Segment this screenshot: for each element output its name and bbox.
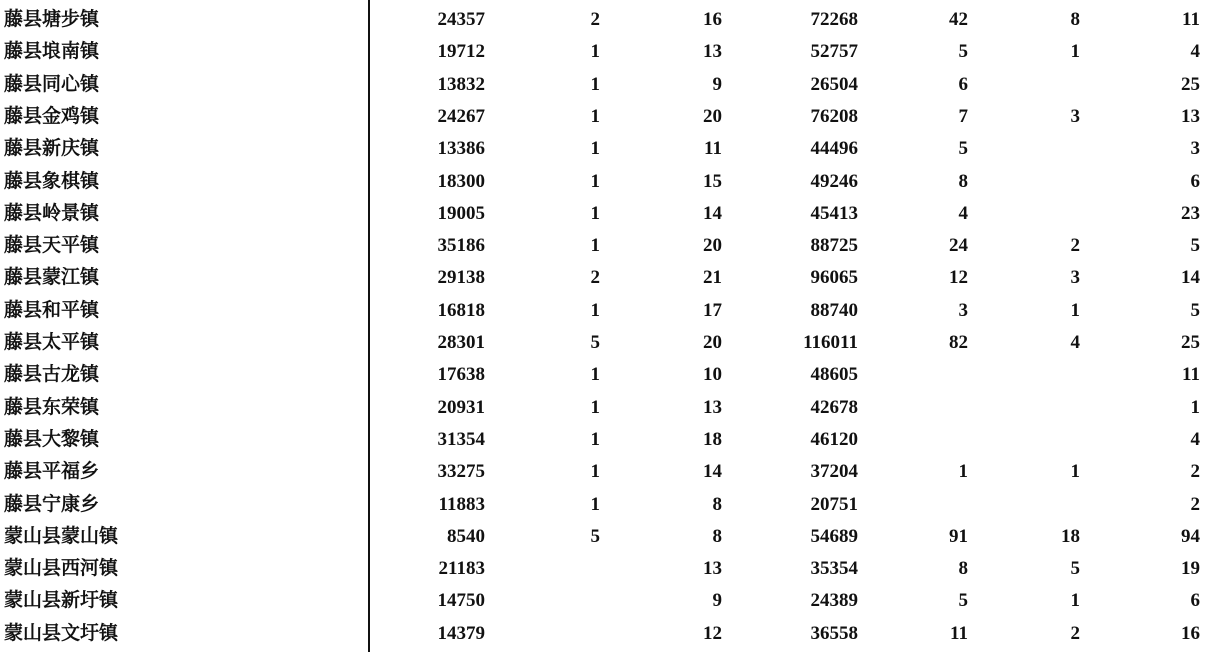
- town-name-cell: 藤县大黎镇: [4, 428, 100, 450]
- town-name-cell: 藤县埌南镇: [4, 41, 100, 63]
- town-name-cell: 藤县东荣镇: [4, 396, 100, 418]
- town-name-cell: 蒙山县文圩镇: [4, 622, 119, 644]
- value-cell-col-6: 1: [1070, 461, 1080, 483]
- town-name-cell: 藤县太平镇: [4, 332, 100, 353]
- value-cell-col-3: 20: [703, 332, 722, 353]
- table-row: [0, 197, 1210, 230]
- table-row: [0, 391, 1210, 424]
- value-cell-col-3: 21: [703, 267, 722, 289]
- table-row: [0, 35, 1210, 68]
- town-name-cell: 藤县塘步镇: [4, 9, 100, 30]
- town-name-cell: 藤县象棋镇: [4, 170, 100, 192]
- town-name-cell: 藤县蒙江镇: [4, 267, 100, 289]
- value-cell-col-6: 18: [1061, 525, 1080, 547]
- value-cell-col-4: 76208: [810, 105, 858, 127]
- value-cell-col-1: 24357: [437, 9, 485, 30]
- value-cell-col-2: 1: [590, 138, 600, 160]
- value-cell-col-3: 8: [712, 493, 722, 515]
- value-cell-col-4: 88725: [810, 235, 858, 257]
- value-cell-col-7: 94: [1181, 525, 1200, 547]
- value-cell-col-1: 8540: [447, 525, 485, 547]
- value-cell-col-5: 82: [949, 332, 968, 353]
- value-cell-col-1: 13386: [437, 138, 485, 160]
- value-cell-col-4: 48605: [810, 364, 858, 386]
- value-cell-col-7: 23: [1181, 202, 1200, 224]
- value-cell-col-5: 6: [958, 73, 968, 95]
- town-name-cell: 藤县平福乡: [4, 461, 100, 483]
- value-cell-col-2: 2: [590, 267, 600, 289]
- value-cell-col-7: 3: [1190, 138, 1200, 160]
- value-cell-col-6: 5: [1070, 558, 1080, 580]
- value-cell-col-5: 42: [949, 9, 968, 30]
- value-cell-col-4: 45413: [810, 202, 858, 224]
- value-cell-col-7: 2: [1190, 493, 1200, 515]
- value-cell-col-4: 36558: [810, 622, 858, 644]
- value-cell-col-6: [1030, 488, 1080, 521]
- value-cell-col-4: 54689: [810, 525, 858, 547]
- value-cell-col-6: [1030, 358, 1080, 391]
- value-cell-col-6: [1030, 391, 1080, 424]
- town-name-cell: 蒙山县新圩镇: [4, 590, 119, 612]
- value-cell-col-5: [920, 423, 968, 456]
- value-cell-col-2: 1: [590, 73, 600, 95]
- value-cell-col-7: 1: [1190, 396, 1200, 418]
- value-cell-col-4: 72268: [810, 9, 858, 30]
- value-cell-col-3: 9: [712, 590, 722, 612]
- table-row: [0, 520, 1210, 553]
- value-cell-col-3: 9: [712, 73, 722, 95]
- value-cell-col-2: 1: [590, 364, 600, 386]
- value-cell-col-3: 8: [712, 525, 722, 547]
- value-cell-col-7: 6: [1190, 170, 1200, 192]
- value-cell-col-5: 4: [958, 202, 968, 224]
- value-cell-col-7: 16: [1181, 622, 1200, 644]
- value-cell-col-3: 13: [703, 558, 722, 580]
- table-row: [0, 132, 1210, 165]
- town-name-cell: 蒙山县西河镇: [4, 558, 119, 580]
- value-cell-col-7: 11: [1182, 9, 1200, 30]
- value-cell-col-4: 44496: [810, 138, 858, 160]
- table-row: [0, 3, 1210, 36]
- town-name-cell: 藤县金鸡镇: [4, 105, 100, 127]
- value-cell-col-2: 1: [590, 299, 600, 321]
- value-cell-col-2: [550, 617, 600, 650]
- table-row: [0, 261, 1210, 294]
- value-cell-col-4: 52757: [810, 41, 858, 63]
- town-name-cell: 藤县和平镇: [4, 299, 100, 321]
- value-cell-col-4: 37204: [810, 461, 858, 483]
- value-cell-col-5: 5: [958, 138, 968, 160]
- value-cell-col-3: 17: [703, 299, 722, 321]
- table-row: [0, 552, 1210, 585]
- value-cell-col-1: 20931: [437, 396, 485, 418]
- value-cell-col-1: 19005: [437, 202, 485, 224]
- table-row: [0, 617, 1210, 650]
- value-cell-col-2: 1: [590, 461, 600, 483]
- value-cell-col-7: 5: [1190, 235, 1200, 257]
- value-cell-col-1: 14379: [437, 622, 485, 644]
- town-name-cell: 藤县天平镇: [4, 235, 100, 257]
- value-cell-col-1: 29138: [437, 267, 485, 289]
- value-cell-col-3: 15: [703, 170, 722, 192]
- value-cell-col-4: 96065: [810, 267, 858, 289]
- value-cell-col-3: 13: [703, 396, 722, 418]
- value-cell-col-2: 1: [590, 41, 600, 63]
- value-cell-col-6: 1: [1070, 41, 1080, 63]
- table-row: [0, 488, 1210, 521]
- value-cell-col-3: 11: [704, 138, 722, 160]
- value-cell-col-2: 1: [590, 235, 600, 257]
- value-cell-col-2: 1: [590, 202, 600, 224]
- value-cell-col-4: 88740: [810, 299, 858, 321]
- table-row: [0, 358, 1210, 391]
- value-cell-col-6: 3: [1070, 267, 1080, 289]
- value-cell-col-4: 46120: [810, 428, 858, 450]
- value-cell-col-6: 1: [1070, 590, 1080, 612]
- value-cell-col-5: [920, 358, 968, 391]
- value-cell-col-6: 1: [1070, 299, 1080, 321]
- table-row: [0, 584, 1210, 617]
- value-cell-col-2: 5: [590, 525, 600, 547]
- town-name-cell: 蒙山县蒙山镇: [4, 525, 119, 547]
- value-cell-col-6: [1030, 165, 1080, 198]
- value-cell-col-7: 13: [1181, 105, 1200, 127]
- value-cell-col-1: 33275: [437, 461, 485, 483]
- value-cell-col-2: [550, 552, 600, 585]
- value-cell-col-3: 14: [703, 461, 722, 483]
- value-cell-col-3: 20: [703, 105, 722, 127]
- value-cell-col-1: 18300: [437, 170, 485, 192]
- value-cell-col-7: 25: [1181, 73, 1200, 95]
- value-cell-col-5: 8: [958, 558, 968, 580]
- value-cell-col-2: 1: [590, 170, 600, 192]
- value-cell-col-5: 7: [958, 105, 968, 127]
- value-cell-col-3: 20: [703, 235, 722, 257]
- table-row: [0, 423, 1210, 456]
- value-cell-col-1: 35186: [437, 235, 485, 257]
- table-row: [0, 229, 1210, 262]
- value-cell-col-3: 14: [703, 202, 722, 224]
- value-cell-col-5: 11: [950, 622, 968, 644]
- value-cell-col-5: 5: [958, 41, 968, 63]
- value-cell-col-7: 2: [1190, 461, 1200, 483]
- value-cell-col-6: 8: [1070, 9, 1080, 30]
- value-cell-col-5: 12: [949, 267, 968, 289]
- value-cell-col-7: 11: [1182, 364, 1200, 386]
- value-cell-col-5: [920, 391, 968, 424]
- town-name-cell: 藤县新庆镇: [4, 138, 100, 160]
- value-cell-col-5: [920, 488, 968, 521]
- value-cell-col-6: [1030, 132, 1080, 165]
- value-cell-col-7: 6: [1190, 590, 1200, 612]
- value-cell-col-2: 1: [590, 493, 600, 515]
- value-cell-col-7: 4: [1190, 428, 1200, 450]
- table-row: [0, 455, 1210, 488]
- value-cell-col-5: 1: [958, 461, 968, 483]
- value-cell-col-7: 19: [1181, 558, 1200, 580]
- table-row: [0, 294, 1210, 327]
- value-cell-col-5: 5: [958, 590, 968, 612]
- value-cell-col-4: 116011: [803, 332, 858, 353]
- value-cell-col-7: 4: [1190, 41, 1200, 63]
- value-cell-col-6: 2: [1070, 622, 1080, 644]
- table-row: [0, 326, 1210, 359]
- town-name-cell: 藤县同心镇: [4, 73, 100, 95]
- table-row: [0, 68, 1210, 101]
- table-row: [0, 165, 1210, 198]
- value-cell-col-1: 24267: [437, 105, 485, 127]
- value-cell-col-5: 3: [958, 299, 968, 321]
- value-cell-col-6: [1030, 68, 1080, 101]
- value-cell-col-3: 13: [703, 41, 722, 63]
- value-cell-col-7: 25: [1181, 332, 1200, 353]
- value-cell-col-7: 14: [1181, 267, 1200, 289]
- table-row: [0, 100, 1210, 133]
- value-cell-col-3: 12: [703, 622, 722, 644]
- value-cell-col-2: 2: [590, 9, 600, 30]
- value-cell-col-1: 16818: [437, 299, 485, 321]
- value-cell-col-4: 49246: [810, 170, 858, 192]
- value-cell-col-2: 1: [590, 428, 600, 450]
- value-cell-col-3: 16: [703, 9, 722, 30]
- value-cell-col-6: 3: [1070, 105, 1080, 127]
- town-name-cell: 藤县岭景镇: [4, 202, 100, 224]
- value-cell-col-5: 91: [949, 525, 968, 547]
- value-cell-col-6: [1030, 197, 1080, 230]
- value-cell-col-1: 14750: [437, 590, 485, 612]
- value-cell-col-6: [1030, 423, 1080, 456]
- value-cell-col-7: 5: [1190, 299, 1200, 321]
- value-cell-col-1: 28301: [437, 332, 485, 353]
- value-cell-col-5: 24: [949, 235, 968, 257]
- town-name-cell: 藤县宁康乡: [4, 493, 100, 515]
- value-cell-col-4: 35354: [810, 558, 858, 580]
- value-cell-col-2: [550, 584, 600, 617]
- value-cell-col-5: 8: [958, 170, 968, 192]
- value-cell-col-4: 42678: [810, 396, 858, 418]
- value-cell-col-6: 2: [1070, 235, 1080, 257]
- value-cell-col-2: 1: [590, 105, 600, 127]
- value-cell-col-1: 31354: [437, 428, 485, 450]
- value-cell-col-1: 19712: [437, 41, 485, 63]
- value-cell-col-1: 11883: [438, 493, 485, 515]
- town-name-cell: 藤县古龙镇: [4, 364, 100, 386]
- value-cell-col-3: 10: [703, 364, 722, 386]
- value-cell-col-3: 18: [703, 428, 722, 450]
- value-cell-col-4: 24389: [810, 590, 858, 612]
- value-cell-col-1: 13832: [437, 73, 485, 95]
- value-cell-col-2: 5: [590, 332, 600, 353]
- value-cell-col-1: 21183: [438, 558, 485, 580]
- value-cell-col-1: 17638: [437, 364, 485, 386]
- value-cell-col-4: 20751: [810, 493, 858, 515]
- value-cell-col-2: 1: [590, 396, 600, 418]
- value-cell-col-6: 4: [1070, 332, 1080, 353]
- value-cell-col-4: 26504: [810, 73, 858, 95]
